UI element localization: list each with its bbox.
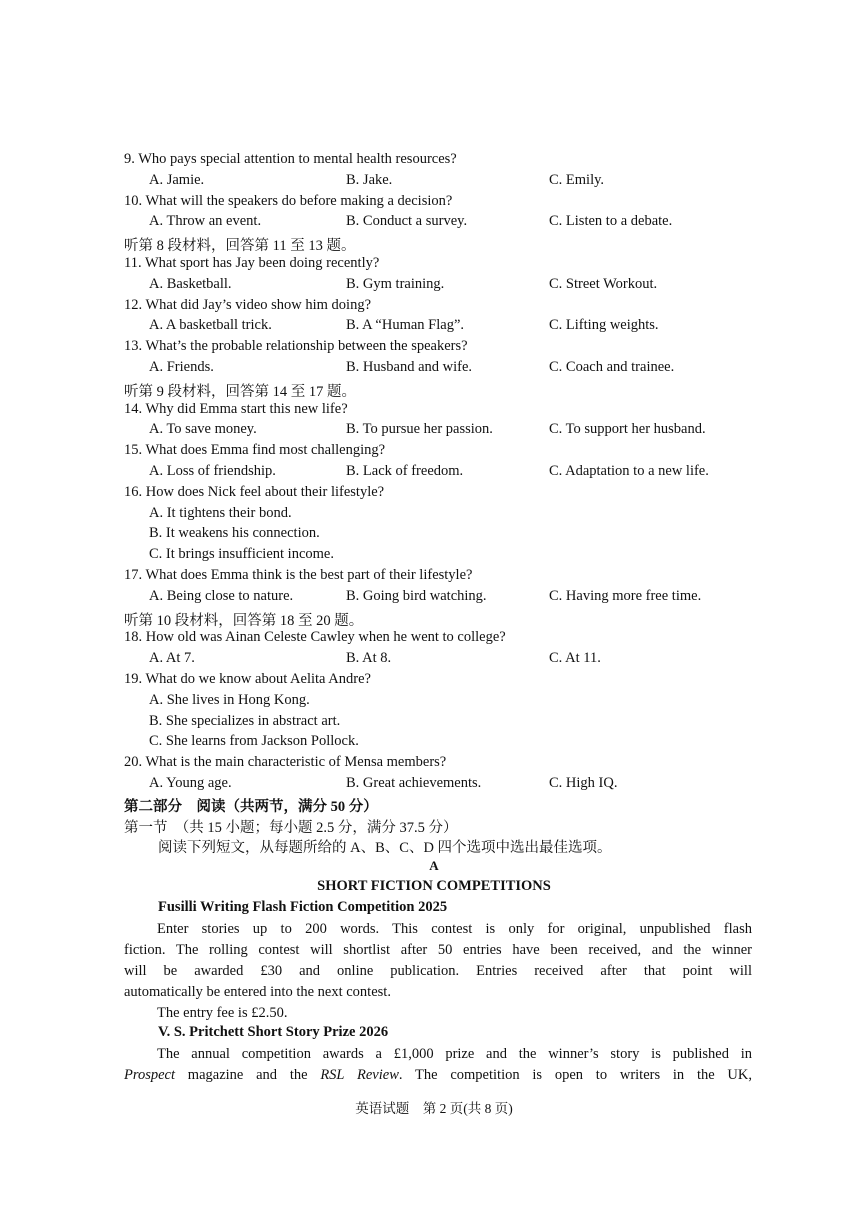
answer-option: A. Jamie.	[149, 171, 205, 188]
answer-option: C. Adaptation to a new life.	[549, 463, 709, 479]
answer-option: C. She learns from Jackson Pollock.	[149, 733, 359, 750]
competition-1-body	[124, 919, 752, 1024]
answer-option: C. Coach and trainee.	[549, 359, 675, 375]
answer-option: A. Basketball.	[149, 275, 232, 292]
passage-title: SHORT FICTION COMPETITIONS	[317, 878, 551, 894]
answer-option: A. Throw an event.	[149, 213, 262, 230]
reading-instruction: 阅读下列短文，从每题所给的 A、B、C、D 四个选项中选出最佳选项。	[158, 840, 612, 856]
answer-option: C. Street Workout.	[549, 275, 658, 292]
answer-option: A. A basketball trick.	[149, 317, 272, 334]
question-stem: 19. What do we know about Aelita Andre?	[124, 671, 371, 687]
section1-heading: 第一节 （共 15 小题；每小题 2.5 分，满分 37.5 分）	[124, 820, 458, 836]
answer-option: A. Being close to nature.	[149, 587, 294, 604]
answer-option: B. Great achievements.	[346, 775, 482, 791]
answer-option: C. To support her husband.	[549, 421, 706, 438]
answer-option: C. Lifting weights.	[549, 317, 659, 334]
listening-section-heading: 听第 10 段材料，回答第 18 至 20 题。	[124, 612, 364, 629]
comp2-line: Prospect magazine and the RSL Review. The competition is open to writers in the UK,	[124, 1067, 753, 1083]
competition-2-body	[124, 1044, 752, 1086]
answer-option: B. Jake.	[346, 171, 393, 188]
answer-option: B. To pursue her passion.	[346, 421, 493, 438]
answer-option: A. Loss of friendship.	[149, 463, 276, 479]
answer-option: B. At 8.	[346, 650, 392, 667]
question-stem: 18. How old was Ainan Celeste Cawley when he went to college?	[124, 629, 506, 646]
passage-letter: A	[429, 858, 439, 873]
page-footer: 英语试题 第 2 页(共 8 页)	[355, 1101, 513, 1116]
magazine-name: Prospect	[124, 1067, 176, 1083]
question-stem: 13. What’s the probable relationship between the speakers?	[124, 338, 468, 355]
comp1-line: fiction. The rolling contest will shortlist after 50 entries have been received, and the winner	[124, 942, 752, 958]
answer-option: B. She specializes in abstract art.	[149, 712, 341, 729]
answer-option: A. Young age.	[149, 775, 232, 791]
question-stem: 17. What does Emma think is the best part of their lifestyle?	[124, 567, 473, 583]
question-stem: 14. Why did Emma start this new life?	[124, 400, 348, 417]
review-name: RSL Review	[320, 1067, 399, 1083]
answer-option: A. She lives in Hong Kong.	[149, 691, 310, 708]
answer-option: B. A “Human Flag”.	[346, 317, 465, 334]
listening-section-heading: 听第 9 段材料，回答第 14 至 17 题。	[124, 383, 356, 400]
answer-option: C. Emily.	[549, 171, 605, 188]
answer-option: B. It weakens his connection.	[149, 525, 320, 542]
answer-option: B. Going bird watching.	[346, 587, 487, 604]
comp1-fee: The entry fee is £2.50.	[157, 1005, 288, 1021]
answer-option: B. Lack of freedom.	[346, 463, 464, 479]
answer-option: B. Husband and wife.	[346, 359, 473, 375]
answer-option: A. It tightens their bond.	[149, 504, 292, 521]
question-stem: 12. What did Jay’s video show him doing?	[124, 296, 372, 313]
answer-option: A. At 7.	[149, 650, 195, 667]
answer-option: A. Friends.	[149, 359, 214, 375]
answer-option: C. At 11.	[549, 650, 601, 667]
answer-option: C. It brings insufficient income.	[149, 546, 334, 563]
question-stem: 20. What is the main characteristic of Mensa members?	[124, 754, 447, 771]
question-stem: 9. Who pays special attention to mental health resources?	[124, 151, 457, 167]
answer-option: C. High IQ.	[549, 775, 618, 791]
answer-option: B. Gym training.	[346, 275, 445, 292]
listening-section-heading: 听第 8 段材料，回答第 11 至 13 题。	[124, 238, 356, 255]
competition-2-title: V. S. Pritchett Short Story Prize 2026	[158, 1024, 389, 1040]
answer-option: A. To save money.	[149, 421, 257, 438]
answer-option: C. Listen to a debate.	[549, 213, 673, 230]
question-stem: 10. What will the speakers do before making a decision?	[124, 192, 453, 209]
question-stem: 16. How does Nick feel about their lifestyle?	[124, 483, 385, 500]
question-stem: 15. What does Emma find most challenging?	[124, 442, 386, 459]
part2-heading: 第二部分 阅读（共两节，满分 50 分）	[124, 799, 378, 815]
comp1-line: automatically be entered into the next contest.	[124, 984, 391, 1000]
answer-option: C. Having more free time.	[549, 587, 702, 604]
comp1-line: will be awarded £30 and online publication. Entries received after that point will	[124, 963, 752, 979]
comp1-line: Enter stories up to 200 words. This contest is only for original, unpublished flash	[157, 921, 752, 937]
comp2-line: The annual competition awards a £1,000 prize and the winner’s story is published in	[157, 1046, 752, 1062]
question-stem: 11. What sport has Jay been doing recently?	[124, 255, 380, 271]
competition-1-title: Fusilli Writing Flash Fiction Competition 2025	[158, 899, 448, 915]
answer-option: B. Conduct a survey.	[346, 213, 468, 230]
